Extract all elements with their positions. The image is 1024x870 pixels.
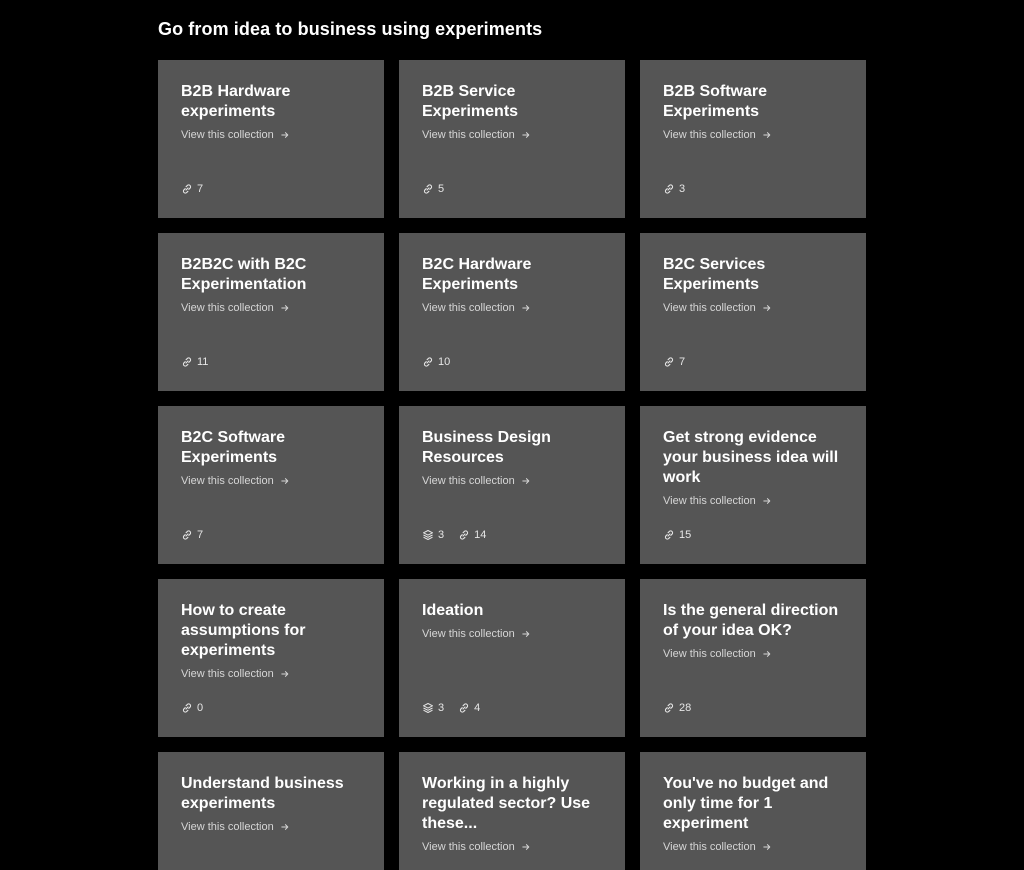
collection-title: B2B Software Experiments bbox=[663, 83, 768, 120]
arrow-right-icon bbox=[522, 304, 530, 312]
collection-card[interactable] bbox=[640, 579, 866, 737]
view-collection-link[interactable] bbox=[181, 302, 289, 314]
collection-stats bbox=[181, 529, 203, 541]
view-collection-label: View this collection bbox=[663, 302, 756, 314]
view-collection-label: View this collection bbox=[181, 302, 274, 314]
link-icon bbox=[181, 356, 193, 368]
collection-card[interactable] bbox=[399, 752, 625, 870]
view-collection-label: View this collection bbox=[181, 668, 274, 680]
link-count-value: 0 bbox=[197, 702, 204, 714]
arrow-right-icon bbox=[281, 304, 289, 312]
collection-count bbox=[422, 702, 444, 714]
view-collection-link[interactable] bbox=[663, 129, 771, 141]
collection-stats bbox=[663, 702, 691, 714]
view-collection-label: View this collection bbox=[663, 129, 756, 141]
link-icon bbox=[458, 702, 470, 714]
collection-card[interactable] bbox=[158, 406, 384, 564]
arrow-right-icon bbox=[522, 477, 530, 485]
link-count-value: 15 bbox=[679, 529, 692, 541]
link-icon bbox=[663, 356, 675, 368]
view-collection-label: View this collection bbox=[663, 648, 756, 660]
link-icon bbox=[422, 183, 434, 195]
link-count-value: 3 bbox=[679, 183, 686, 195]
link-count-value: 7 bbox=[679, 356, 686, 368]
collection-stats bbox=[422, 356, 450, 368]
view-collection-label: View this collection bbox=[422, 302, 515, 314]
collection-card[interactable] bbox=[399, 60, 625, 218]
collection-card[interactable] bbox=[399, 406, 625, 564]
link-count-value: 14 bbox=[474, 529, 487, 541]
arrow-right-icon bbox=[763, 843, 771, 851]
collection-title: Understand business experiments bbox=[181, 775, 344, 812]
collection-card[interactable] bbox=[640, 752, 866, 870]
link-icon bbox=[663, 529, 675, 541]
link-count-value: 7 bbox=[197, 529, 204, 541]
view-collection-label: View this collection bbox=[422, 841, 515, 853]
arrow-right-icon bbox=[763, 497, 771, 505]
view-collection-link[interactable] bbox=[422, 841, 530, 853]
collection-stats bbox=[422, 529, 486, 541]
view-collection-label: View this collection bbox=[422, 628, 515, 640]
collection-count-value: 3 bbox=[438, 702, 445, 714]
collection-count bbox=[422, 529, 444, 541]
collection-card[interactable] bbox=[158, 579, 384, 737]
collection-card[interactable] bbox=[399, 579, 625, 737]
collection-grid bbox=[158, 60, 866, 870]
arrow-right-icon bbox=[763, 131, 771, 139]
view-collection-label: View this collection bbox=[663, 841, 756, 853]
link-icon bbox=[181, 529, 193, 541]
view-collection-link[interactable] bbox=[422, 628, 530, 640]
collection-title: B2B Hardware experiments bbox=[181, 83, 291, 120]
arrow-right-icon bbox=[522, 843, 530, 851]
link-icon bbox=[663, 183, 675, 195]
link-count-value: 7 bbox=[197, 183, 204, 195]
link-count bbox=[663, 183, 685, 195]
link-count bbox=[181, 702, 203, 714]
collection-stats bbox=[663, 529, 691, 541]
collection-title: B2B Service Experiments bbox=[422, 83, 519, 120]
view-collection-link[interactable] bbox=[422, 129, 530, 141]
view-collection-link[interactable] bbox=[422, 475, 530, 487]
arrow-right-icon bbox=[522, 630, 530, 638]
view-collection-label: View this collection bbox=[422, 129, 515, 141]
view-collection-link[interactable] bbox=[181, 821, 289, 833]
view-collection-link[interactable] bbox=[181, 668, 289, 680]
view-collection-label: View this collection bbox=[181, 129, 274, 141]
view-collection-link[interactable] bbox=[663, 302, 771, 314]
collection-title: Get strong evidence your business idea will work bbox=[663, 429, 839, 486]
view-collection-label: View this collection bbox=[181, 475, 274, 487]
link-count bbox=[181, 356, 208, 368]
collection-card[interactable] bbox=[640, 60, 866, 218]
collection-card[interactable] bbox=[399, 233, 625, 391]
link-count bbox=[663, 529, 691, 541]
arrow-right-icon bbox=[522, 131, 530, 139]
collection-count-value: 3 bbox=[438, 529, 445, 541]
link-count-value: 11 bbox=[197, 356, 209, 368]
collection-title: B2C Software Experiments bbox=[181, 429, 286, 466]
collection-stats bbox=[663, 356, 685, 368]
link-count bbox=[181, 529, 203, 541]
page-title: Go from idea to business using experiments bbox=[158, 19, 543, 39]
link-icon bbox=[458, 529, 470, 541]
view-collection-link[interactable] bbox=[181, 475, 289, 487]
collection-stats bbox=[422, 702, 480, 714]
link-count bbox=[181, 183, 203, 195]
link-count-value: 4 bbox=[474, 702, 481, 714]
collection-stats bbox=[181, 702, 203, 714]
collection-stats bbox=[422, 183, 444, 195]
collection-stats bbox=[181, 183, 203, 195]
collection-card[interactable] bbox=[640, 233, 866, 391]
collection-title: B2B2C with B2C Experimentation bbox=[181, 256, 307, 293]
view-collection-link[interactable] bbox=[663, 648, 771, 660]
arrow-right-icon bbox=[281, 670, 289, 678]
collection-title: Ideation bbox=[422, 602, 484, 619]
collection-title: Is the general direction of your idea OK? bbox=[663, 602, 839, 639]
collection-stats bbox=[663, 183, 685, 195]
link-icon bbox=[422, 356, 434, 368]
arrow-right-icon bbox=[281, 477, 289, 485]
link-count-value: 28 bbox=[679, 702, 692, 714]
arrow-right-icon bbox=[281, 823, 289, 831]
view-collection-link[interactable] bbox=[422, 302, 530, 314]
link-count-value: 5 bbox=[438, 183, 445, 195]
view-collection-label: View this collection bbox=[663, 495, 756, 507]
collection-card[interactable] bbox=[158, 752, 384, 870]
collection-stats bbox=[181, 356, 208, 368]
collection-title: Working in a highly regulated sector? Use these... bbox=[422, 775, 591, 832]
arrow-right-icon bbox=[763, 650, 771, 658]
collection-card[interactable] bbox=[640, 406, 866, 564]
view-collection-link[interactable] bbox=[663, 495, 771, 507]
link-count bbox=[458, 702, 480, 714]
collection-card[interactable] bbox=[158, 233, 384, 391]
link-count-value: 10 bbox=[438, 356, 451, 368]
collection-title: How to create assumptions for experiments bbox=[181, 602, 306, 659]
collection-card[interactable] bbox=[158, 60, 384, 218]
link-count bbox=[458, 529, 486, 541]
layers-icon bbox=[422, 702, 434, 714]
view-collection-label: View this collection bbox=[422, 475, 515, 487]
link-count bbox=[663, 702, 691, 714]
arrow-right-icon bbox=[281, 131, 289, 139]
collection-title: Business Design Resources bbox=[422, 429, 551, 466]
link-count bbox=[422, 183, 444, 195]
collection-title: B2C Services Experiments bbox=[663, 256, 766, 293]
link-icon bbox=[181, 183, 193, 195]
link-count bbox=[422, 356, 450, 368]
layers-icon bbox=[422, 529, 434, 541]
view-collection-link[interactable] bbox=[663, 841, 771, 853]
collection-title: B2C Hardware Experiments bbox=[422, 256, 532, 293]
link-icon bbox=[181, 702, 193, 714]
view-collection-link[interactable] bbox=[181, 129, 289, 141]
collection-title: You've no budget and only time for 1 experiment bbox=[663, 775, 829, 832]
arrow-right-icon bbox=[763, 304, 771, 312]
link-icon bbox=[663, 702, 675, 714]
link-count bbox=[663, 356, 685, 368]
view-collection-label: View this collection bbox=[181, 821, 274, 833]
